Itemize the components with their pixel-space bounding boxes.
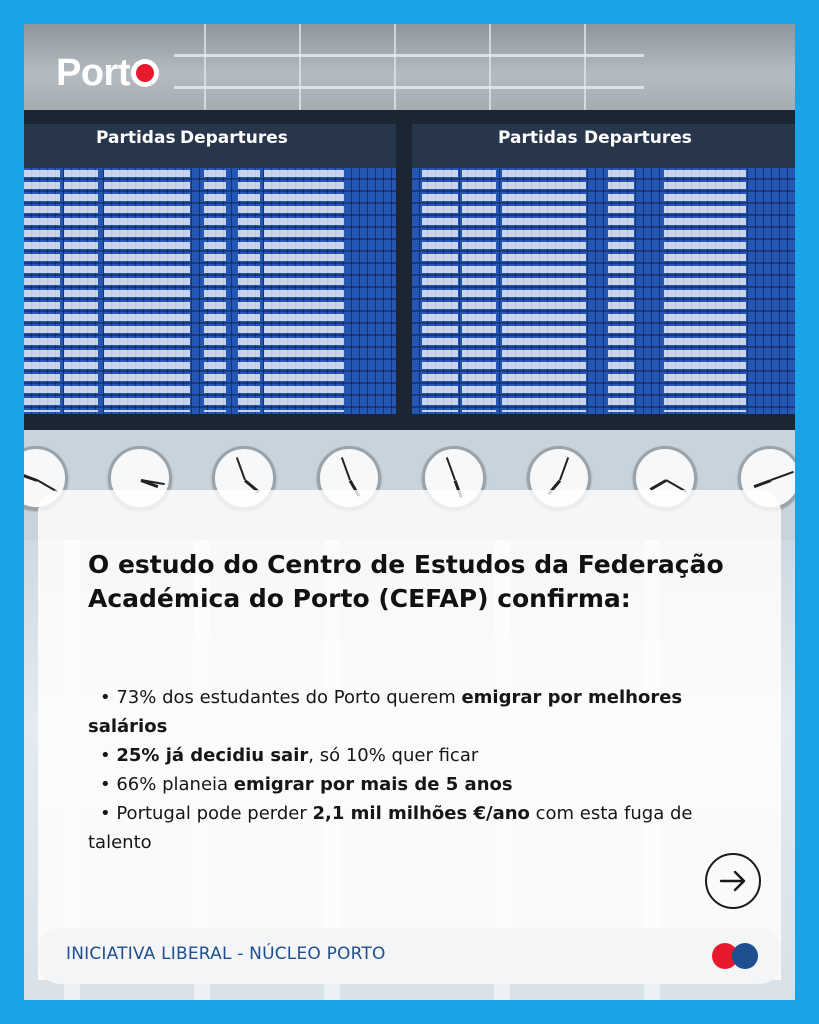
departure-boards: [24, 110, 795, 430]
headline: O estudo do Centro de Estudos da Federação Académica do Porto (CEFAP) confirma:: [88, 550, 724, 613]
organization-name: INICIATIVA LIBERAL - NÚCLEO PORTO: [66, 944, 386, 964]
list-item: • Portugal pode perder 2,1 mil milhões €/ano com esta fuga de talento: [88, 799, 728, 857]
two-dots-logo-icon: [712, 943, 762, 969]
logo-text: Port: [56, 52, 130, 94]
list-item: • 73% dos estudantes do Porto querem emigrar por melhores salários: [88, 683, 728, 741]
departure-board-right: [412, 124, 795, 414]
list-item: • 25% já decidiu sair, só 10% quer ficar: [88, 741, 728, 770]
arrow-right-icon: [718, 866, 748, 896]
departure-board-left: [24, 124, 396, 414]
porto-logo: [56, 52, 159, 95]
board-title-pt: Partidas: [498, 128, 578, 148]
list-item: • 66% planeia emigrar por mais de 5 anos: [88, 770, 728, 799]
next-slide-button[interactable]: [705, 853, 761, 909]
board-title-pt: Partidas: [96, 128, 176, 148]
logo-dot-icon: [131, 59, 159, 87]
board-title-en: Departures: [584, 128, 692, 148]
findings-list: [88, 683, 728, 857]
board-title-en: Departures: [180, 128, 288, 148]
